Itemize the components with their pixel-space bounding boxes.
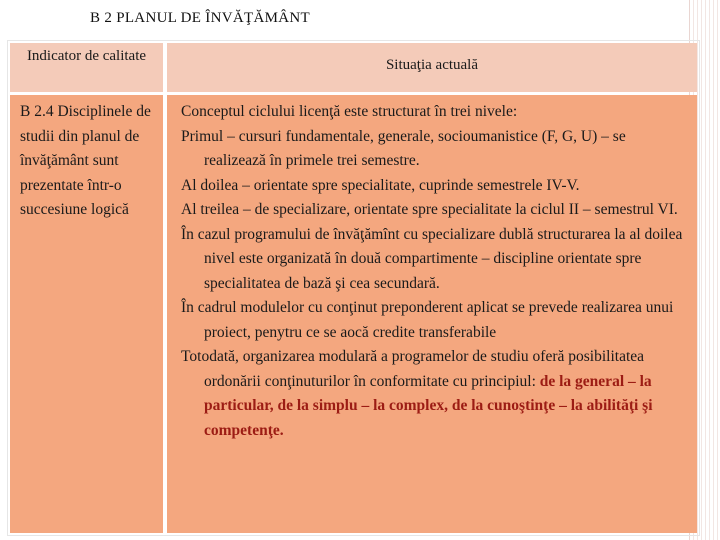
header-cell-indicator bbox=[10, 43, 163, 92]
indicator-cell bbox=[10, 95, 163, 533]
page-title: B 2 PLANUL DE ÎNVĂŢĂMÂNT bbox=[90, 10, 310, 26]
paragraph: În cazul programului de învăţămînt cu specializare dublă structurarea la al doilea nivel este organizată în două compartimente – discipline orientate spre specialitatea de bază şi cea secundară. bbox=[181, 225, 683, 292]
paragraph: Al doilea – orientate spre specialitate, cuprinde semestrele IV-V. bbox=[181, 176, 580, 194]
paragraph: Primul – cursuri fundamentale, generale, socioumanistice (F, G, U) – se realizează în primele trei semestre. bbox=[181, 127, 626, 169]
paragraph-lead: Totodată, organizarea modulară a programelor de studiu oferă posibilitatea ordonării conţinuturilor în conformitate cu principiul: bbox=[181, 348, 645, 390]
header-cell-situation bbox=[167, 43, 697, 92]
quality-table bbox=[7, 40, 700, 536]
indicator-text: B 2.4 Disciplinele de studii din planul de învăţământ sunt prezentate într-o succesiune logică bbox=[20, 103, 151, 218]
paragraph: Conceptul ciclului licenţă este structurat în trei nivele: bbox=[181, 103, 518, 120]
situation-text bbox=[167, 95, 697, 443]
paragraph: În cadrul modulelor cu conţinut preponderent aplicat se prevede realizarea unui proiect, penytru ce se aocă credite transferabile bbox=[181, 299, 674, 341]
situation-cell bbox=[167, 95, 697, 533]
header-situation-label: Situaţia actuală bbox=[385, 57, 479, 73]
paragraph-last bbox=[181, 345, 691, 443]
principle-emphasis: de la general – la particular, de la simplu – la complex, de la cunoştinţe – la abilităţi şi competenţe. bbox=[204, 372, 653, 439]
paragraph: Al treilea – de specializare, orientate spre specialitate la ciclul II – semestrul VI. bbox=[181, 201, 678, 218]
header-indicator-label: Indicator de calitate bbox=[26, 48, 147, 64]
